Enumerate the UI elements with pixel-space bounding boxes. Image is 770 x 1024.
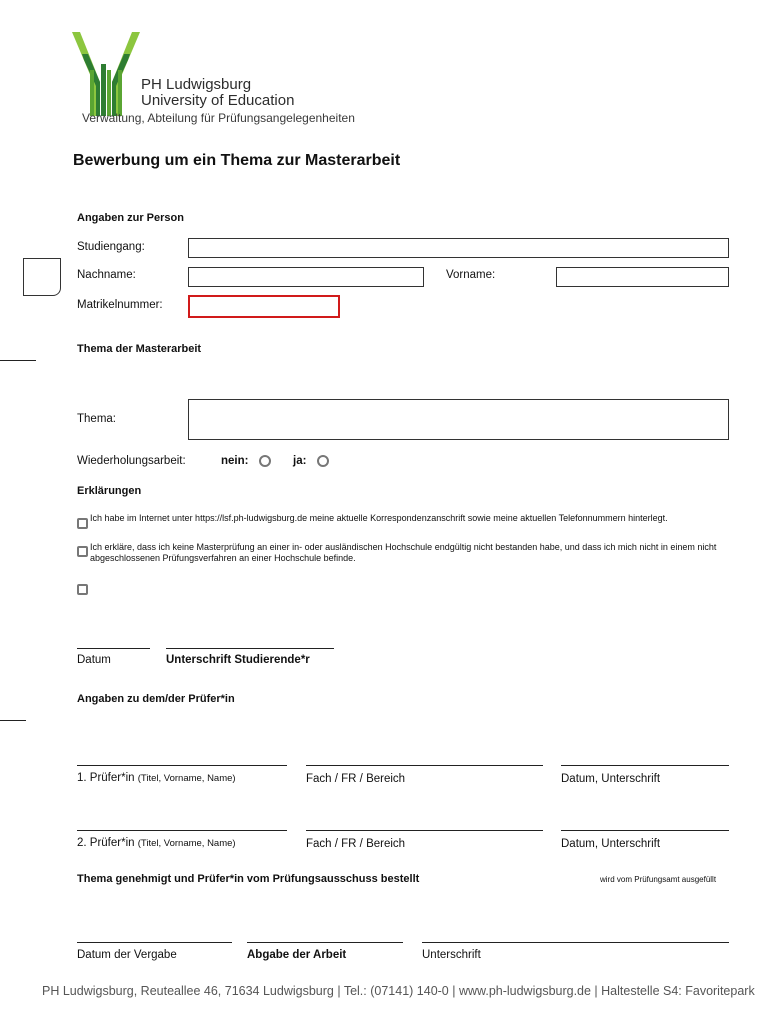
pruefer-2-signature-label: Datum, Unterschrift — [561, 838, 661, 850]
student-signature-label: Unterschrift Studierende*r — [166, 654, 310, 666]
matrikelnummer-field[interactable] — [188, 295, 340, 318]
pruefer-2-fach-label: Fach / FR / Bereich — [306, 838, 406, 850]
erklaerung-2-checkbox[interactable] — [77, 546, 88, 557]
fold-mark — [0, 720, 26, 721]
nein-label: nein: — [221, 455, 249, 467]
section-heading-pruefer: Angaben zu dem/der Prüfer*in — [77, 693, 235, 705]
wiederholungsarbeit-label: Wiederholungsarbeit: — [77, 455, 186, 467]
fold-mark — [0, 360, 36, 361]
thema-field[interactable] — [188, 399, 729, 440]
thema-label: Thema: — [77, 413, 116, 425]
section-heading-erklaerungen: Erklärungen — [77, 485, 142, 497]
nein-radio[interactable] — [259, 455, 271, 467]
section-heading-genehmigung: Thema genehmigt und Prüfer*in vom Prüfungsausschuss bestellt — [77, 873, 420, 885]
section-heading-thema: Thema der Masterarbeit — [77, 343, 202, 355]
pruefer-2-name-line — [77, 830, 287, 831]
unterschrift-label: Unterschrift — [422, 949, 481, 961]
student-signature-line — [166, 648, 334, 649]
pruefungsamt-note: wird vom Prüfungsamt ausgefüllt — [600, 875, 717, 884]
pruefer-2-label: 2. Prüfer*in (Titel, Vorname, Name) — [77, 837, 236, 849]
pruefer-1-label: 1. Prüfer*in (Titel, Vorname, Name) — [77, 772, 236, 784]
erklaerung-1-text: Ich habe im Internet unter https://lsf.ph-ludwigsburg.de meine aktuelle Korrespondenzanschrift sowie meine aktuellen Telefonnummern hinterlegt. — [90, 513, 668, 523]
vorname-label: Vorname: — [446, 269, 496, 281]
datum-signature-line — [77, 648, 150, 649]
datum-label: Datum — [77, 654, 111, 666]
unterschrift-line — [422, 942, 729, 943]
pruefer-1-signature-label: Datum, Unterschrift — [561, 773, 661, 785]
hole-punch-marker — [23, 258, 61, 296]
ja-label: ja: — [293, 455, 307, 467]
erklaerung-3-checkbox[interactable] — [77, 584, 88, 595]
section-heading-person: Angaben zur Person — [77, 212, 184, 224]
ph-ludwigsburg-logo — [70, 30, 142, 118]
institution-name: PH Ludwigsburg — [141, 76, 252, 93]
erklaerung-1-checkbox[interactable] — [77, 518, 88, 529]
studiengang-field[interactable] — [188, 238, 729, 258]
abgabe-label: Abgabe der Arbeit — [247, 949, 347, 961]
form-title: Bewerbung um ein Thema zur Masterarbeit — [73, 152, 401, 169]
datum-vergabe-label: Datum der Vergabe — [77, 949, 177, 961]
abgabe-line — [247, 942, 403, 943]
erklaerung-2-text: Ich erkläre, dass ich keine Masterprüfung an einer in- oder ausländischen Hochschule endgültig nicht bestanden habe, und dass ich mich nicht in einem nicht abgeschlossenen Prüfungsverfahren an einer Hochschule befinde. — [90, 542, 717, 563]
pruefer-2-fach-line — [306, 830, 543, 831]
pruefer-1-fach-line — [306, 765, 543, 766]
pruefer-1-name-line — [77, 765, 287, 766]
vorname-field[interactable] — [556, 267, 729, 287]
pruefer-2-signature-line — [561, 830, 729, 831]
vergabe-line — [77, 942, 232, 943]
pruefer-1-fach-label: Fach / FR / Bereich — [306, 773, 406, 785]
studiengang-label: Studiengang: — [77, 241, 145, 253]
footer-address: PH Ludwigsburg, Reuteallee 46, 71634 Ludwigsburg | Tel.: (07141) 140-0 | www.ph-ludwigsburg.de | Haltestelle S4: Favoritepark — [42, 984, 755, 998]
ja-radio[interactable] — [317, 455, 329, 467]
university-subtitle: University of Education — [141, 92, 295, 109]
matrikelnummer-label: Matrikelnummer: — [77, 299, 163, 311]
department-name: Verwaltung, Abteilung für Prüfungsangelegenheiten — [82, 111, 355, 125]
nachname-label: Nachname: — [77, 269, 136, 281]
pruefer-1-signature-line — [561, 765, 729, 766]
nachname-field[interactable] — [188, 267, 424, 287]
